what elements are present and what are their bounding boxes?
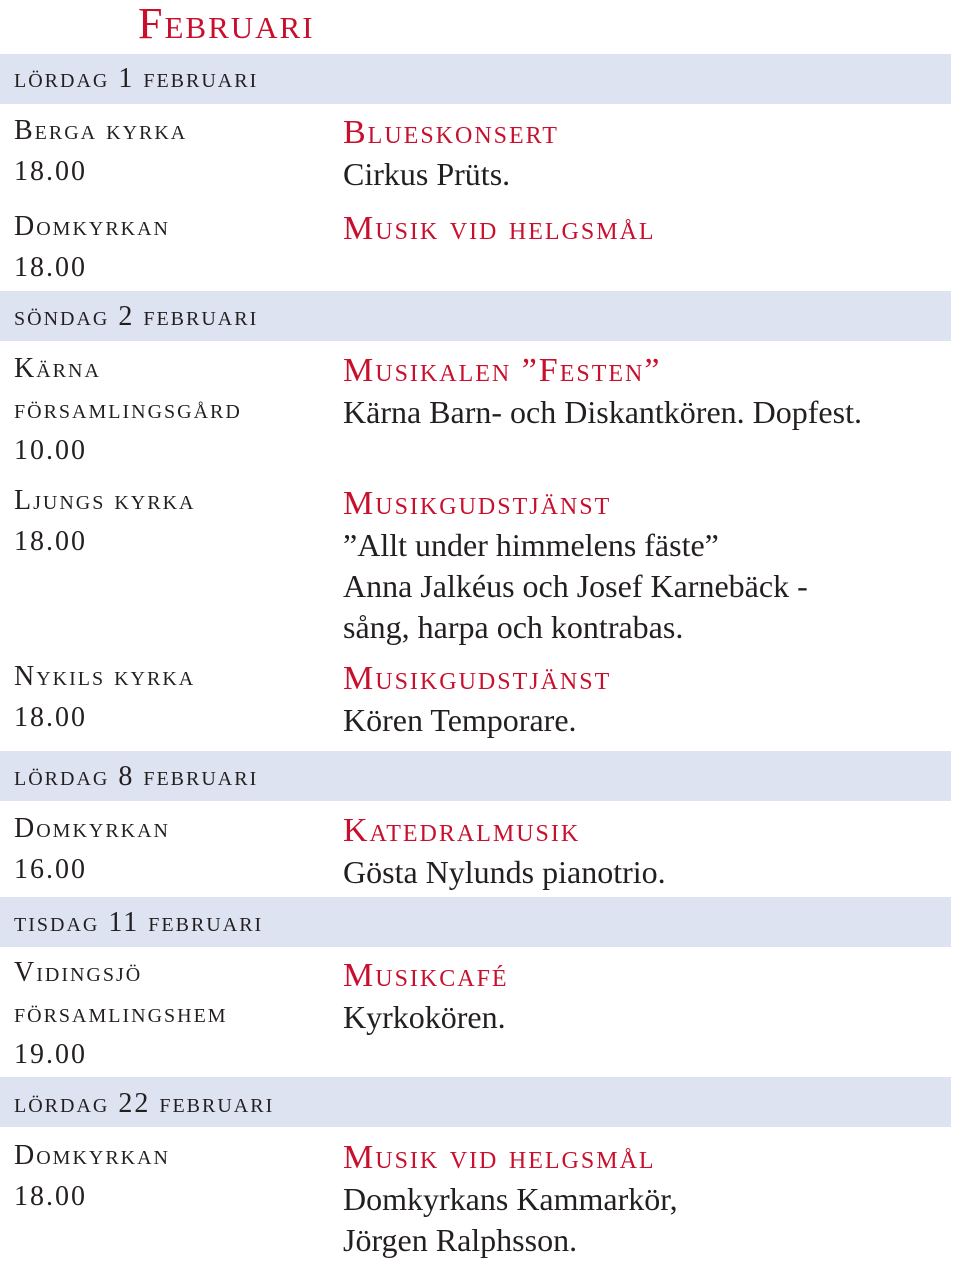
venue-name: Domkyrkan <box>14 1140 171 1171</box>
event-heading: Musikcafé <box>343 957 509 994</box>
day-label: lördag 1 februari <box>14 63 259 94</box>
event-line: Kören Temporare. <box>343 702 577 738</box>
event-time: 18.00 <box>14 702 87 733</box>
event-details <box>343 112 559 195</box>
event-time: 10.00 <box>14 435 87 466</box>
event-time: 18.00 <box>14 1181 87 1212</box>
event-venue <box>14 348 242 471</box>
day-label: lördag 8 februari <box>14 761 259 792</box>
event-venue <box>14 656 195 738</box>
page-title: Februari <box>138 0 315 48</box>
event-time: 19.00 <box>14 1039 87 1070</box>
event-line: Kyrkokören. <box>343 999 506 1035</box>
venue-name: Ljungs kyrka <box>14 485 196 516</box>
event-heading: Blueskonsert <box>343 114 559 151</box>
event-heading: Katedralmusik <box>343 812 581 849</box>
venue-name: Vidingsjö <box>14 957 143 988</box>
event-details <box>343 208 656 250</box>
event-line: sång, harpa och kontrabas. <box>343 609 684 645</box>
event-venue <box>14 206 170 288</box>
day-label: tisdag 11 februari <box>14 907 264 938</box>
event-heading: Musik vid helgsmål <box>343 1139 656 1176</box>
event-heading: Musikgudstjänst <box>343 660 612 697</box>
event-details <box>343 658 611 741</box>
event-heading: Musik vid helgsmål <box>343 210 656 247</box>
event-time: 16.00 <box>14 854 87 885</box>
event-venue <box>14 808 170 890</box>
event-line: Domkyrkans Kammarkör, <box>343 1181 678 1217</box>
venue-name: Kärna <box>14 353 101 384</box>
event-heading: Musikgudstjänst <box>343 485 612 522</box>
venue-name: Berga kyrka <box>14 115 188 146</box>
event-line: Kärna Barn- och Diskantkören. Dopfest. <box>343 394 862 430</box>
event-venue <box>14 110 187 192</box>
event-details <box>343 350 862 433</box>
event-line: Gösta Nylunds pianotrio. <box>343 854 666 890</box>
event-details <box>343 955 509 1038</box>
venue-name: Domkyrkan <box>14 813 171 844</box>
event-time: 18.00 <box>14 526 87 557</box>
venue-name: Nykils kyrka <box>14 661 196 692</box>
event-venue <box>14 480 195 562</box>
event-details <box>343 810 666 893</box>
day-label: söndag 2 februari <box>14 301 259 332</box>
event-time: 18.00 <box>14 252 87 283</box>
event-details <box>343 1137 678 1261</box>
event-line: Cirkus Prüts. <box>343 156 511 192</box>
event-line: Jörgen Ralphsson. <box>343 1222 578 1258</box>
venue-name: Domkyrkan <box>14 211 171 242</box>
venue-name: församlingsgård <box>14 394 242 425</box>
event-details <box>343 483 808 648</box>
venue-name: församlingshem <box>14 998 228 1029</box>
event-time: 18.00 <box>14 156 87 187</box>
event-venue <box>14 1135 170 1217</box>
event-heading: Musikalen ”Festen” <box>343 352 662 389</box>
event-line: Anna Jalkéus och Josef Karnebäck - <box>343 568 808 604</box>
event-line: ”Allt under himmelens fäste” <box>343 527 719 563</box>
day-label: lördag 22 februari <box>14 1088 275 1119</box>
event-venue <box>14 952 228 1075</box>
